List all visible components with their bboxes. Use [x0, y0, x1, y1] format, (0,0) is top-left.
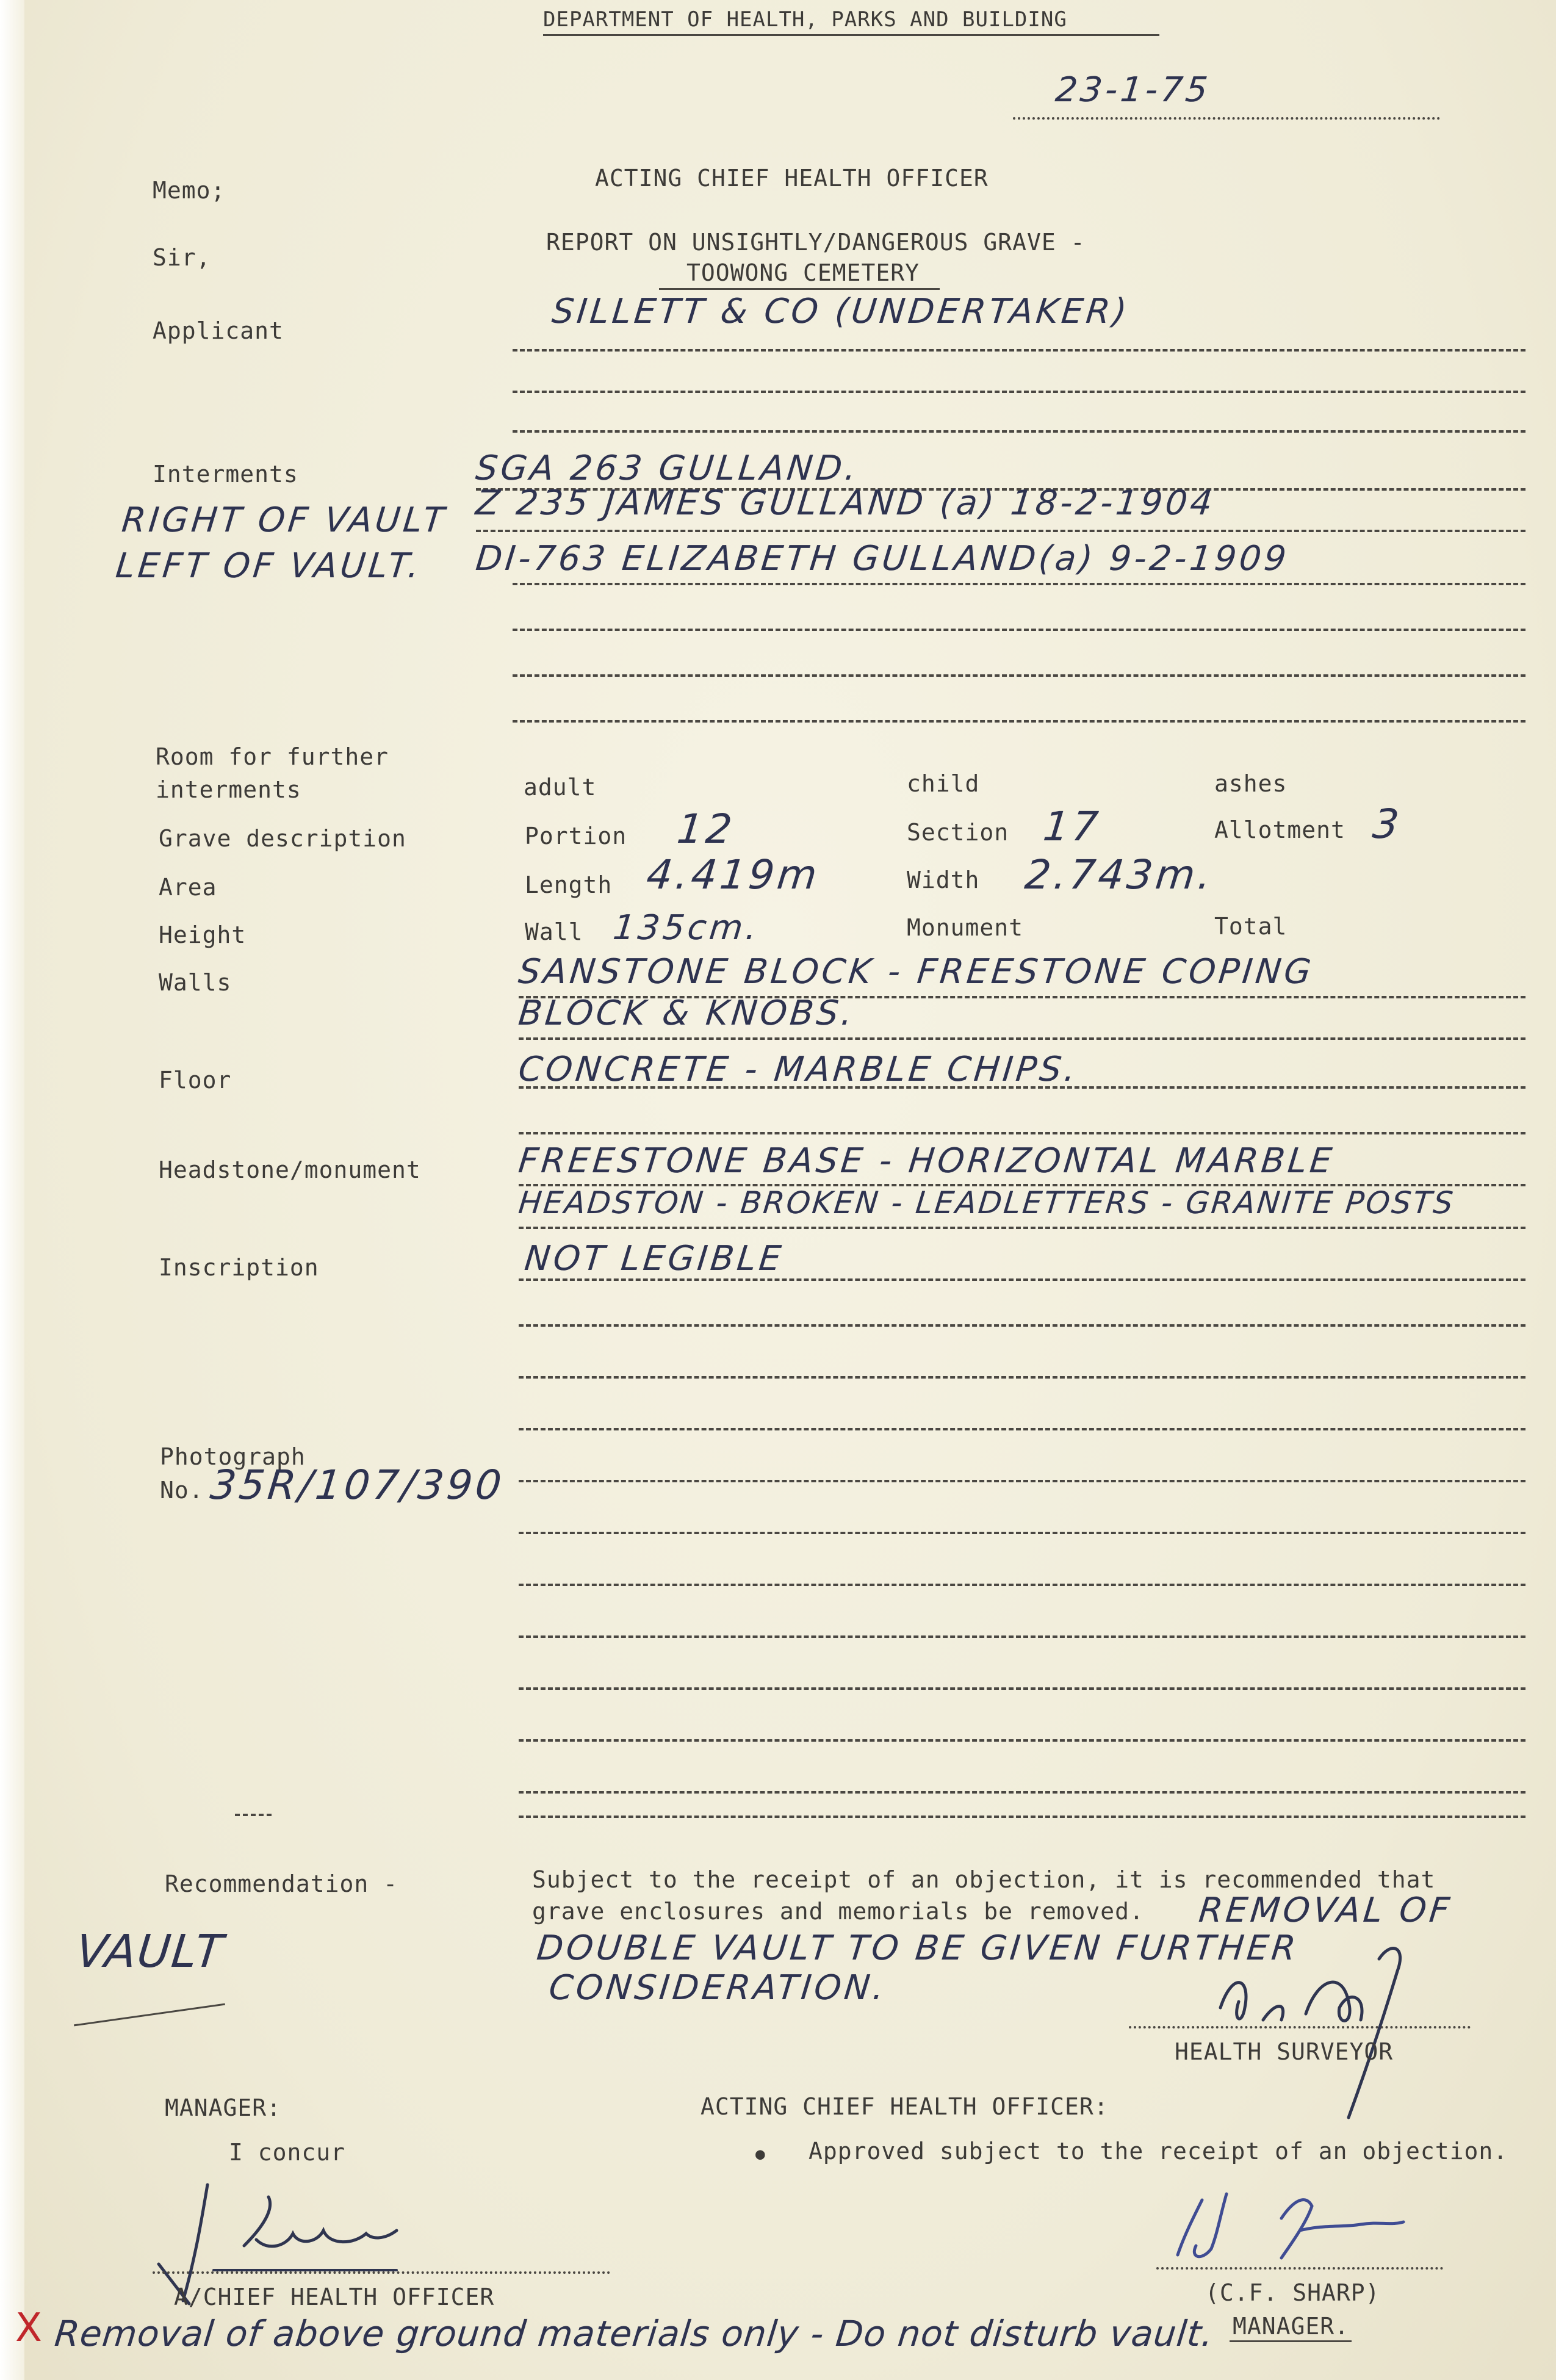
recommendation-typed-2: grave enclosures and memorials be removed. [532, 1898, 1144, 1925]
sharp-signature [1159, 2182, 1452, 2267]
headstone-line-1: FREESTONE BASE - HORIZONTAL MARBLE [516, 1141, 1337, 1181]
surveyor-dotted-line [1129, 2026, 1471, 2028]
portion-value: 12 [674, 806, 738, 853]
interments-label: Interments [153, 461, 298, 488]
photo-rule-2 [519, 1532, 1525, 1534]
page-edge [0, 0, 24, 2380]
footer-handwritten-note: Removal of above ground materials only - Do not disturb vault. [52, 2313, 1216, 2354]
interment-line-6 [513, 720, 1525, 723]
wall-value: 135cm. [611, 908, 762, 948]
applicant-label: Applicant [153, 317, 284, 344]
walls-line-2: BLOCK & KNOBS. [516, 993, 857, 1033]
bullet-mark: ● [755, 2145, 766, 2163]
report-date: 23-1-75 [1053, 70, 1212, 110]
sharp-name: (C.F. SHARP) [1205, 2279, 1380, 2306]
floor-label: Floor [159, 1067, 232, 1094]
memo-label: Memo; [153, 177, 226, 204]
walls-rule-2 [519, 1037, 1525, 1040]
left-short-rule [235, 1814, 272, 1816]
health-surveyor-signature [1196, 1935, 1452, 2130]
interment-line-5 [513, 674, 1525, 677]
inscription-rule-3 [519, 1376, 1525, 1379]
photo-rule-6 [519, 1739, 1525, 1742]
manager-label: MANAGER: [165, 2094, 282, 2121]
interment-entry-2: Z 235 JAMES GULLAND (a) 18-2-1904 [474, 483, 1217, 523]
department-header: DEPARTMENT OF HEALTH, PARKS AND BUILDING [543, 7, 1067, 32]
room-ashes: ashes [1214, 770, 1288, 797]
photo-rule-1 [519, 1480, 1525, 1482]
interment-line-4 [513, 629, 1525, 631]
walls-line-1: SANSTONE BLOCK - FREESTONE COPING [516, 952, 1316, 992]
length-value: 4.419m [644, 851, 823, 898]
portion-label: Portion [525, 823, 627, 849]
applicant-line-2 [513, 391, 1525, 393]
department-underline [543, 34, 1159, 36]
photo-rule-5 [519, 1687, 1525, 1690]
acting-cho-label: ACTING CHIEF HEALTH OFFICER: [701, 2093, 1109, 2120]
approved-text: Approved subject to the receipt of an objection. [809, 2138, 1508, 2165]
photograph-number: 35R/107/390 [207, 1462, 507, 1509]
a-chief-health-officer: A/CHIEF HEALTH OFFICER [174, 2284, 495, 2310]
recommendation-hand-3: CONSIDERATION. [547, 1968, 889, 2008]
area-label: Area [159, 874, 217, 901]
recommendation-label: Recommendation - [165, 1870, 398, 1897]
sharp-title: MANAGER. [1233, 2313, 1350, 2340]
walls-label: Walls [159, 969, 232, 996]
photograph-no-label: No. [160, 1477, 204, 1504]
applicant-line-3 [513, 430, 1525, 433]
interment-line-2 [476, 530, 1525, 532]
headstone-line-2: HEADSTON - BROKEN - LEADLETTERS - GRANITE POSTS [516, 1185, 1457, 1221]
length-label: Length [525, 871, 613, 898]
interment-side-2: RIGHT OF VAULT [120, 500, 449, 540]
wall-label: Wall [525, 918, 583, 945]
recommendation-hand-1: REMOVAL OF [1197, 1891, 1455, 1930]
headstone-label: Headstone/monument [159, 1156, 421, 1183]
surveyor-title: HEALTH SURVEYOR [1175, 2038, 1394, 2065]
sharp-dotted-line [1156, 2267, 1443, 2270]
red-x-mark: X [15, 2306, 42, 2351]
report-title: REPORT ON UNSIGHTLY/DANGEROUS GRAVE - [546, 229, 1086, 256]
width-label: Width [907, 867, 980, 893]
allotment-value: 3 [1370, 801, 1405, 848]
date-dotted-line [1013, 117, 1440, 120]
manager-dotted-line [153, 2271, 610, 2274]
room-label-1: Room for further [156, 743, 389, 770]
cemetery-underline [659, 288, 940, 290]
room-adult: adult [524, 774, 597, 801]
recommendation-typed-1: Subject to the receipt of an objection, it is recommended that [532, 1866, 1436, 1893]
applicant-line [513, 349, 1525, 352]
inscription-line-1: NOT LEGIBLE [522, 1239, 786, 1278]
manager-concur: I concur [229, 2139, 346, 2166]
sharp-title-underline [1230, 2340, 1352, 2342]
allotment-label: Allotment [1214, 817, 1345, 843]
recommendation-hand-2: DOUBLE VAULT TO BE GIVEN FURTHER [535, 1928, 1301, 1968]
photo-rule-4 [519, 1635, 1525, 1638]
section-value: 17 [1040, 803, 1104, 850]
total-label: Total [1214, 913, 1288, 940]
inscription-rule-2 [519, 1324, 1525, 1327]
room-child: child [907, 770, 980, 797]
photo-rule-7 [519, 1791, 1525, 1794]
monument-label: Monument [907, 914, 1024, 941]
cemetery-name: TOOWONG CEMETERY [686, 259, 920, 286]
floor-line-1: CONCRETE - MARBLE CHIPS. [516, 1050, 1081, 1089]
addressee: ACTING CHIEF HEALTH OFFICER [595, 165, 989, 192]
photograph-label: Photograph [160, 1443, 306, 1470]
vault-note-underline [74, 2003, 225, 2027]
floor-rule-1 [519, 1086, 1525, 1089]
interment-entry-3: DI-763 ELIZABETH GULLAND(a) 9-2-1909 [474, 539, 1291, 579]
inscription-rule-1 [519, 1278, 1525, 1281]
headstone-rule-2 [519, 1227, 1525, 1229]
interment-line-3 [513, 583, 1525, 585]
room-label-2: interments [156, 776, 301, 803]
grave-description-label: Grave description [159, 825, 406, 852]
interment-side-3: LEFT OF VAULT. [113, 546, 424, 586]
inscription-rule-4 [519, 1428, 1525, 1430]
applicant-value: SILLETT & CO (UNDERTAKER) [550, 292, 1132, 331]
sir-label: Sir, [153, 244, 211, 271]
height-label: Height [159, 921, 247, 948]
vault-margin-note: VAULT [73, 1925, 227, 1978]
floor-rule-2 [519, 1132, 1525, 1134]
photo-rule-8 [519, 1816, 1525, 1818]
width-value: 2.743m. [1022, 851, 1217, 898]
interment-entry-1: SGA 263 GULLAND. [474, 449, 862, 488]
section-label: Section [907, 819, 1009, 846]
inscription-label: Inscription [159, 1254, 319, 1281]
photo-rule-3 [519, 1584, 1525, 1586]
